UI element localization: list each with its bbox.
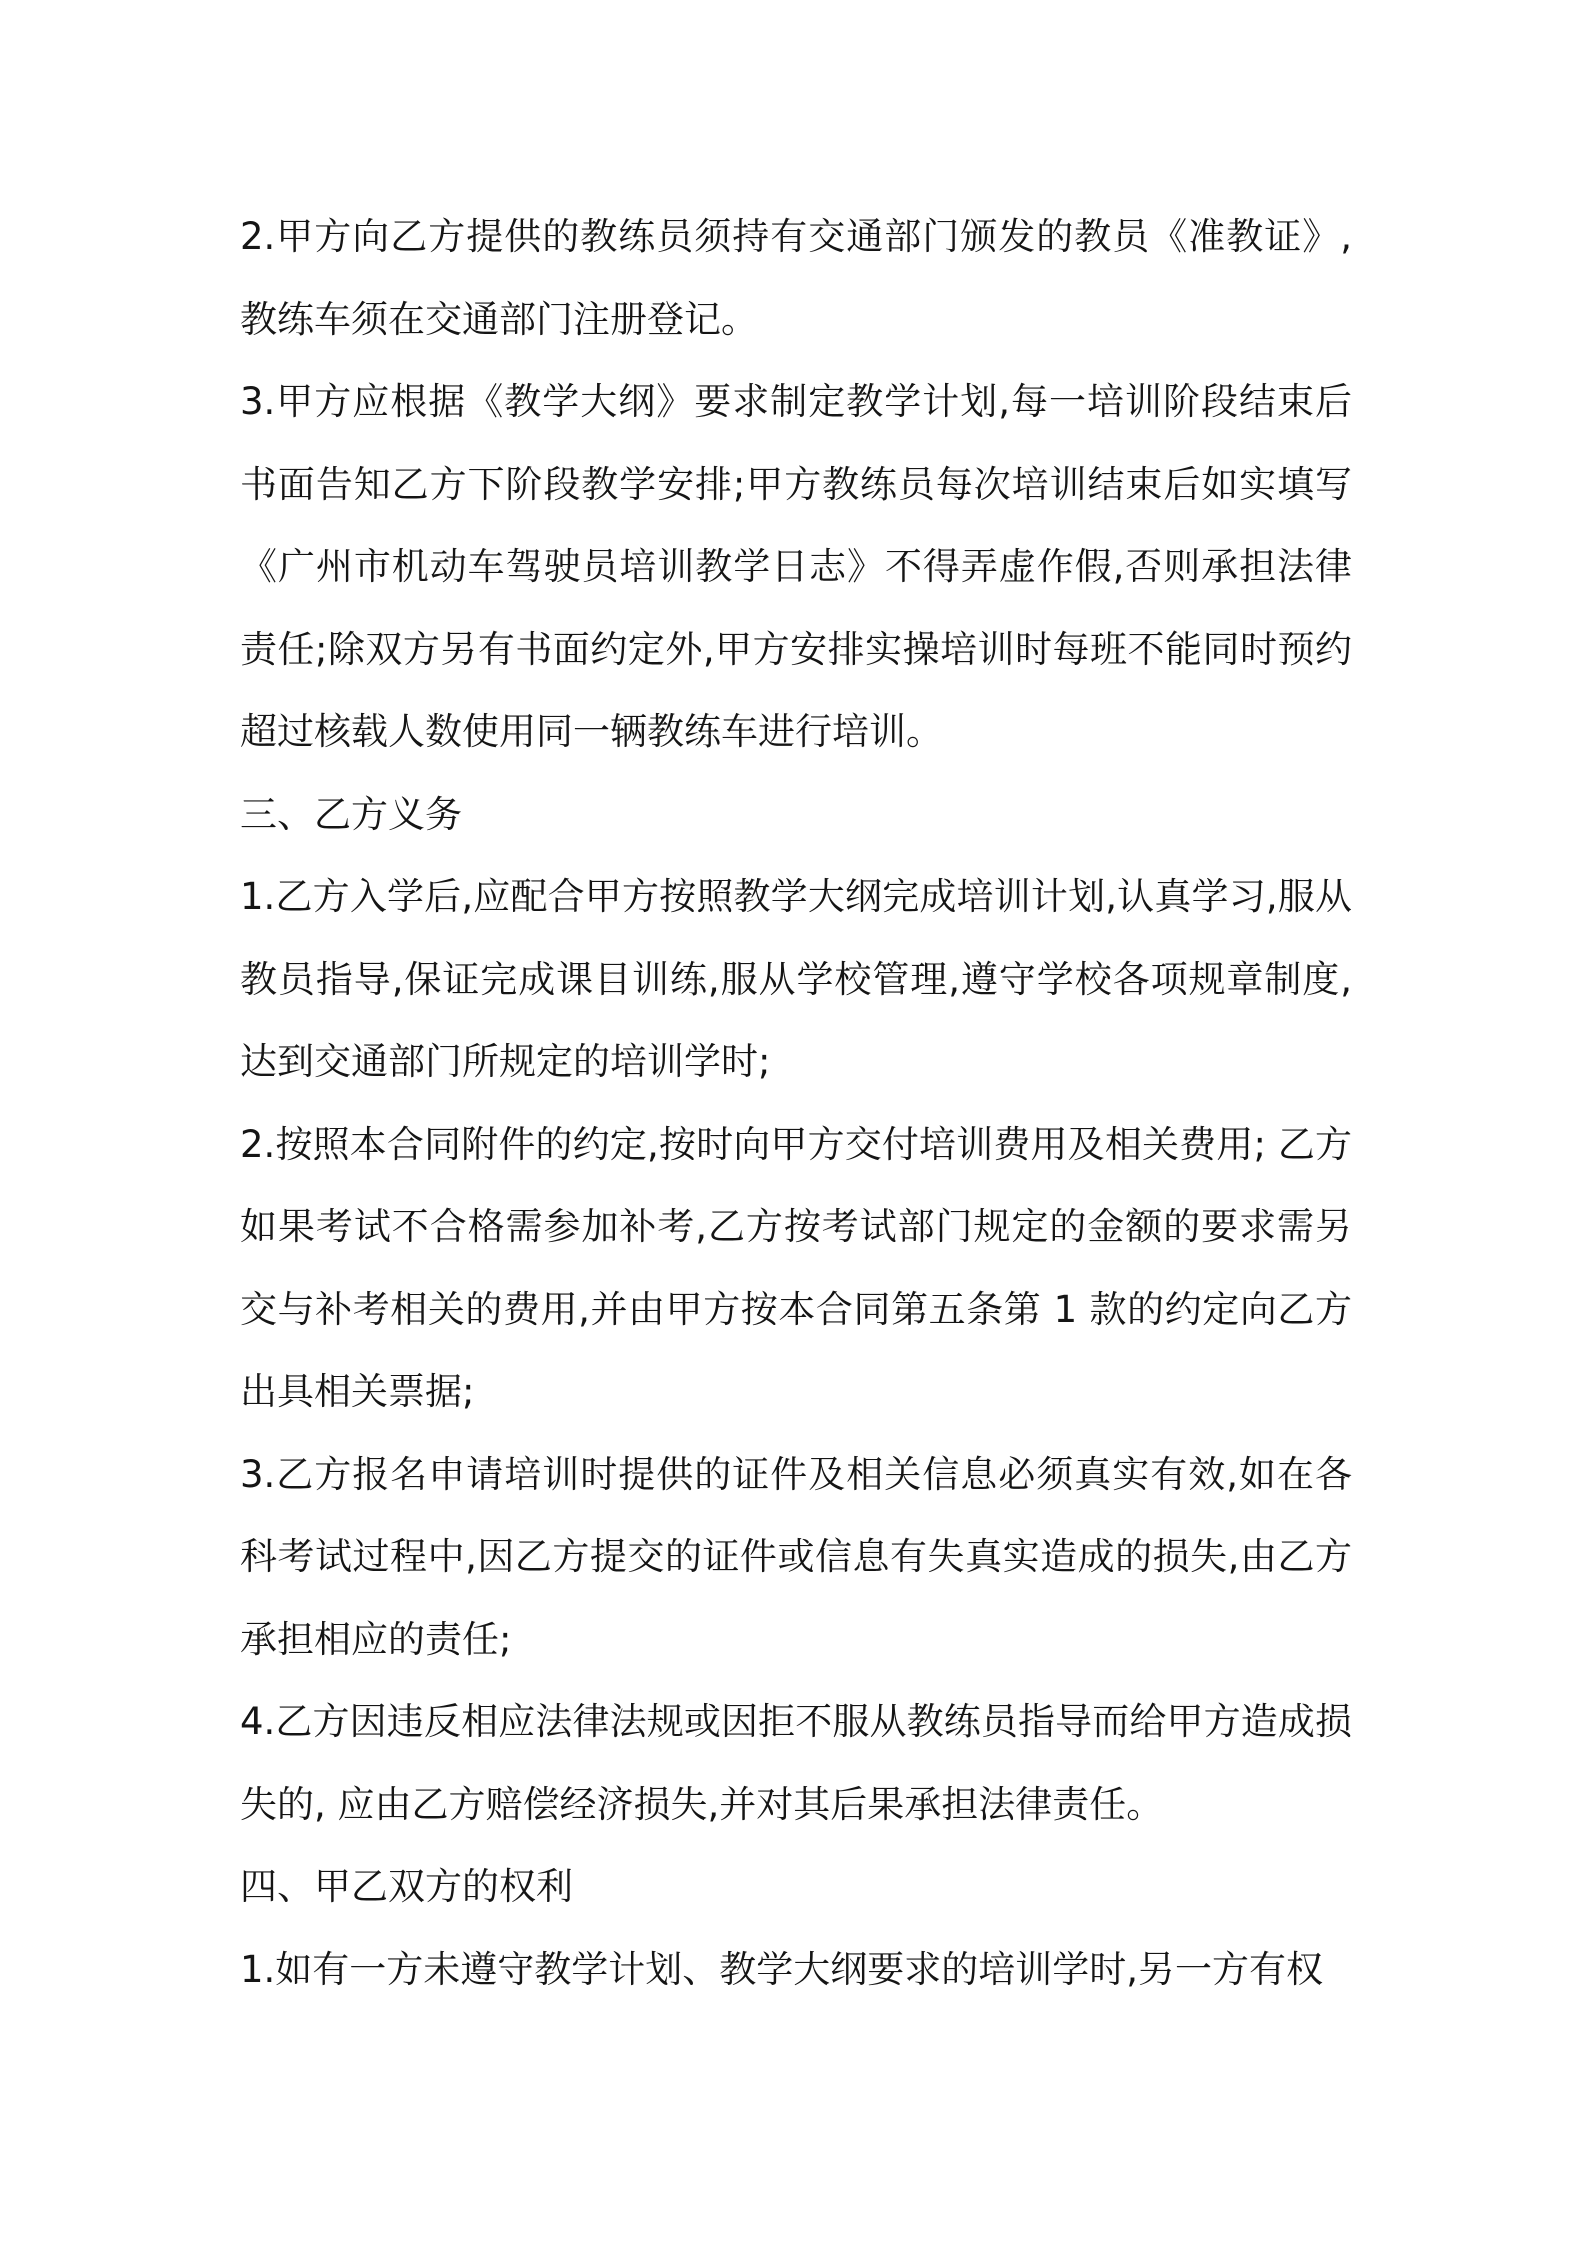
clause-b2-fees: 2.按照本合同附件的约定,按时向甲方交付培训费用及相关费用; 乙方如果考试不合格需参加补考,乙方按考试部门规定的金额的要求需另交与补考相关的费用,并由甲方按本合同第五条第 1 款的约定向乙方出具相关票据; bbox=[240, 1122, 1352, 1413]
clause-b1-follow-plan: 1.乙方入学后,应配合甲方按照教学大纲完成培训计划,认真学习,服从教员指导,保证完成课目训练,服从学校管理,遵守学校各项规章制度,达到交通部门所规定的培训学时; bbox=[240, 875, 1352, 1083]
clause-3-teaching-plan: 3.甲方应根据《教学大纲》要求制定教学计划,每一培训阶段结束后书面告知乙方下阶段教学安排;甲方教练员每次培训结束后如实填写《广州市机动车驾驶员培训教学日志》不得弄虚作假,否则承担法律责任;除双方另有书面约定外,甲方安排实操培训时每班不能同时预约超过核载人数使用同一辆教练车进行培训。 bbox=[240, 380, 1352, 753]
clause-b4-liability: 4.乙方因违反相应法律法规或因拒不服从教练员指导而给甲方造成损失的, 应由乙方赔偿经济损失,并对其后果承担法律责任。 bbox=[240, 1700, 1352, 1826]
section-heading-party-b-obligations: 三、乙方义务 bbox=[240, 792, 462, 836]
clause-r1-rights: 1.如有一方未遵守教学计划、教学大纲要求的培训学时,另一方有权 bbox=[240, 1947, 1324, 1991]
clause-b3-documents: 3.乙方报名申请培训时提供的证件及相关信息必须真实有效,如在各科考试过程中,因乙方提交的证件或信息有失真实造成的损失,由乙方承担相应的责任; bbox=[240, 1452, 1352, 1661]
clause-2-instructor-certification: 2.甲方向乙方提供的教练员须持有交通部门颁发的教员《准教证》,教练车须在交通部门注册登记。 bbox=[240, 215, 1352, 341]
document-body bbox=[240, 196, 1352, 2011]
section-heading-mutual-rights: 四、甲乙双方的权利 bbox=[240, 1865, 573, 1908]
